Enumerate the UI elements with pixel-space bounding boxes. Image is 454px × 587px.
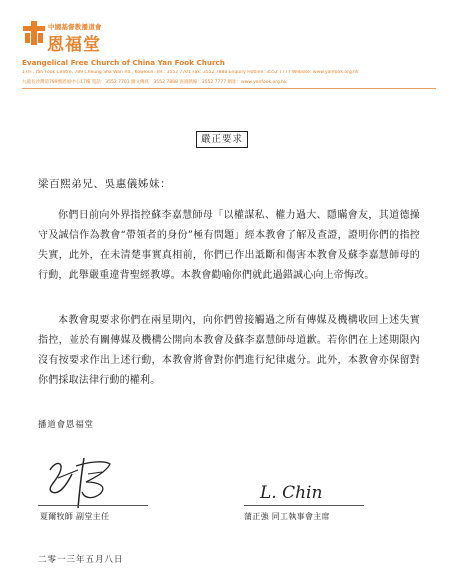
letterhead-divider (22, 88, 436, 89)
signature-left (38, 452, 128, 510)
letter-date: 二零一三年五月八日 (38, 555, 124, 565)
signature-right (256, 478, 356, 506)
address-english: 17/F., Yan Fook Centre, 789 Cheung Sha Wan Rd., Kowloon. Tel.: 3552 7701 Fax: 3552 7888 Enquiry Hotline: 3552 7777 Website: www.yanfook.org.hk (22, 70, 359, 75)
paragraph-1: 你們日前向外界指控蘇李嘉慧師母「以權謀私、權力過大、隱瞞會友，其道德操守及誠信作為教會“帶領者的身份”極有問題」經本教會了解及查證，證明你們的指控失實，此外，在未清楚事實真相前，你們已作出詆斷和傷害本教會及蘇李嘉慧師母的行動，此舉嚴重違背聖經教導。本教會勸喻你們就此過錯誠心向上帝悔改。 (38, 210, 420, 281)
signer-left: 夏爾牧師 副堂主任 (40, 512, 110, 521)
paragraph-2: 本教會現要求你們在兩星期內，向你們曾接觸過之所有傳媒及機構收回上述失實指控，並於有關傳媒及機構公開向本教會及蘇李嘉慧師母道歉。若你們在上述期限內沒有按要求作出上述行動，本教會將會對你們進行紀律處分。此外，本教會亦保留對你們採取法律行動的權利。 (38, 315, 420, 386)
church-logo-icon (22, 20, 46, 46)
church-english-name: Evangelical Free Church of China Yan Fook Church (22, 58, 225, 67)
org-chinese-name: 中國基督教播道會 (48, 23, 102, 31)
signature-line-right (244, 505, 364, 506)
salutation: 梁百熙弟兄、吳惠儀姊妹： (38, 178, 172, 190)
address-chinese: 九龍長沙灣道789號恩福中心17樓 電話：3552 7701 圖文傳真：3552 7888 查詢熱線：3552 7777 網址：www.yanfook.org.hk (22, 80, 287, 85)
signer-right: 蒲正強 同工執事會主席 (244, 512, 330, 521)
church-name: 恩福堂 (47, 35, 101, 55)
signature-right-text: L. Chin (260, 483, 323, 503)
signature-line-left (38, 505, 148, 506)
letter-title: 嚴正要求 (196, 131, 248, 148)
sender-organization: 播道會恩福堂 (38, 420, 94, 430)
